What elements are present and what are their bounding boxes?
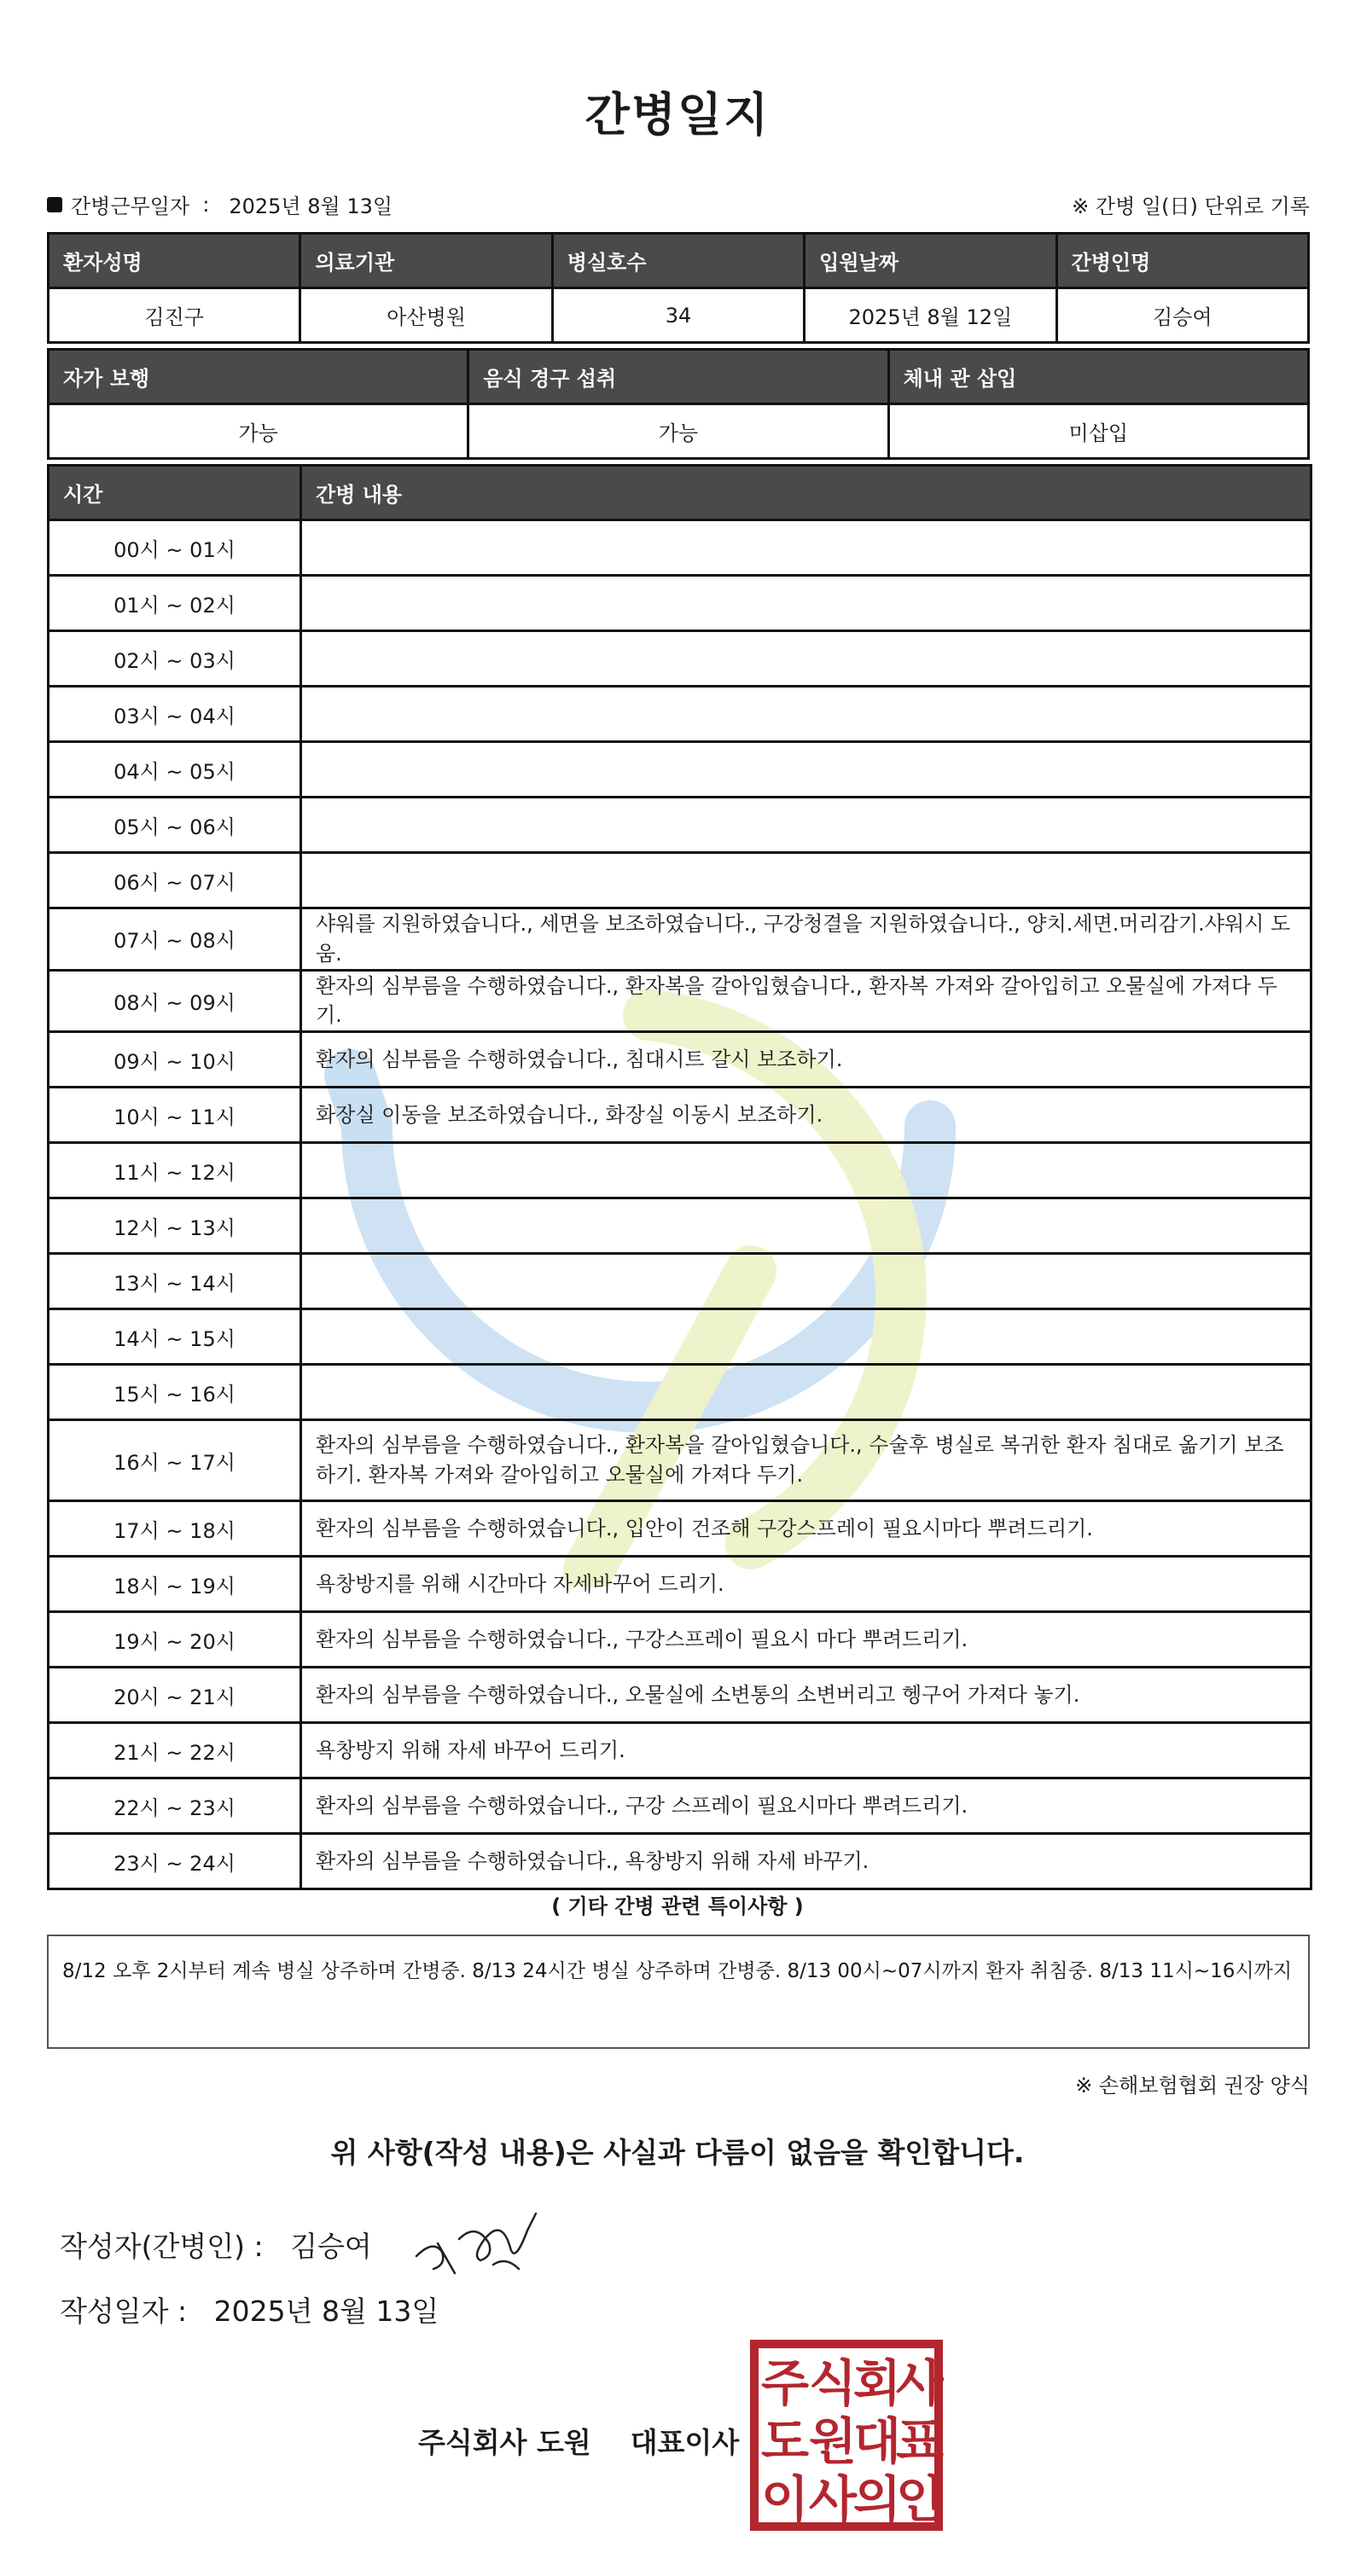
care-log-row: [49, 576, 1311, 631]
written-date-line: [60, 2289, 439, 2329]
care-log-content: [301, 1198, 1311, 1254]
care-log-row: [49, 742, 1311, 798]
svg-text:이: 이: [760, 2470, 810, 2528]
svg-text:식: 식: [808, 2354, 858, 2412]
daily-record-note: ※ 간병 일(日) 단위로 기록: [1072, 194, 1310, 218]
svg-text:주: 주: [760, 2354, 810, 2412]
care-log-content: [301, 1309, 1311, 1365]
care-log-time: 22시 ~ 23시: [49, 1778, 301, 1834]
care-log-content: 환자의 심부름을 수행하였습니다., 침대시트 갈시 보조하기.: [301, 1032, 1311, 1088]
care-log-row: [49, 1365, 1311, 1420]
care-log-header-row: [49, 466, 1311, 520]
writer-line: [60, 2225, 372, 2265]
confirmation-statement: 위 사항(작성 내용)은 사실과 다름이 없음을 확인합니다.: [330, 2136, 1025, 2169]
care-log-time: 18시 ~ 19시: [49, 1557, 301, 1612]
care-log-row: [49, 1723, 1311, 1778]
care-log-time: 17시 ~ 18시: [49, 1501, 301, 1557]
care-log-row: [49, 1198, 1311, 1254]
written-date-label: 작성일자 :: [60, 2295, 188, 2328]
care-log-time: 14시 ~ 15시: [49, 1309, 301, 1365]
care-log-time: 10시 ~ 11시: [49, 1088, 301, 1143]
care-log-content: 환자의 심부름을 수행하였습니다., 환자복을 갈아입혔습니다., 환자복 가져와 갈아입히고 오물실에 가져다 두기.: [301, 970, 1311, 1032]
care-log-row: [49, 798, 1311, 853]
header-admission-date: 입원날짜: [805, 234, 1056, 288]
remarks-text: 8/12 오후 2시부터 계속 병실 상주하며 간병중. 8/13 24시간 병실 상주하며 간병중. 8/13 00시~07시까지 환자 취침중. 8/13 11시~16시까지: [62, 1960, 1293, 1982]
writer-label: 작성자(간병인) :: [60, 2230, 264, 2263]
svg-text:표: 표: [895, 2412, 944, 2470]
care-log-body: [49, 520, 1311, 1889]
care-log-time: 19시 ~ 20시: [49, 1612, 301, 1668]
hospital: 아산병원: [300, 288, 552, 343]
svg-text:회: 회: [852, 2354, 902, 2412]
care-log-time: 11시 ~ 12시: [49, 1143, 301, 1198]
care-log-content: [301, 1365, 1311, 1420]
care-log-content: [301, 576, 1311, 631]
care-log-table: [47, 464, 1312, 1890]
care-log-row: [49, 1420, 1311, 1501]
svg-text:의: 의: [852, 2470, 902, 2528]
care-log-row: [49, 1668, 1311, 1723]
header-care-content: 간병 내용: [301, 466, 1311, 520]
written-date: 2025년 8월 13일: [213, 2295, 439, 2328]
patient-info-header-row: [49, 234, 1309, 288]
care-log-row: [49, 1557, 1311, 1612]
svg-text:인: 인: [895, 2470, 944, 2528]
header-oral-intake: 음식 경구 섭취: [468, 350, 888, 404]
care-log-time: 13시 ~ 14시: [49, 1254, 301, 1309]
remarks-box: [47, 1935, 1310, 2049]
header-tube-insertion: 체내 관 삽입: [888, 350, 1308, 404]
ceo-title: 대표이사: [630, 2426, 740, 2459]
meta-row: [47, 189, 1310, 218]
header-self-walking: 자가 보행: [49, 350, 468, 404]
care-log-row: [49, 1088, 1311, 1143]
handwritten-signature: [408, 2205, 553, 2282]
care-log-time: 09시 ~ 10시: [49, 1032, 301, 1088]
admission-date: 2025년 8월 12일: [805, 288, 1056, 343]
care-log-row: [49, 1032, 1311, 1088]
svg-text:대: 대: [852, 2412, 902, 2470]
care-log-content: 샤워를 지원하였습니다., 세면을 보조하였습니다., 구강청결을 지원하였습니다., 양치.세면.머리감기.샤워시 도움.: [301, 908, 1311, 971]
care-log-time: 02시 ~ 03시: [49, 631, 301, 687]
company-name: 주식회사 도원: [418, 2426, 591, 2459]
form-source-note: ※ 손해보험협회 권장 양식: [1075, 2074, 1310, 2097]
work-date-label: 간병근무일자: [71, 194, 190, 218]
care-log-content: [301, 520, 1311, 576]
care-log-content: 화장실 이동을 보조하였습니다., 화장실 이동시 보조하기.: [301, 1088, 1311, 1143]
care-log-time: 01시 ~ 02시: [49, 576, 301, 631]
header-caregiver-name: 간병인명: [1056, 234, 1308, 288]
care-log-row: [49, 1834, 1311, 1889]
care-log-row: [49, 1612, 1311, 1668]
care-log-row: [49, 1501, 1311, 1557]
care-log-content: 환자의 심부름을 수행하였습니다., 환자복을 갈아입혔습니다., 수술후 병실로 복귀한 환자 침대로 옮기기 보조하기. 환자복 가져와 갈아입히고 오물실에 가져다 두기.: [301, 1420, 1311, 1501]
company-seal: [749, 2339, 944, 2532]
care-log-time: 00시 ~ 01시: [49, 520, 301, 576]
care-log-row: [49, 520, 1311, 576]
care-log-content: 환자의 심부름을 수행하였습니다., 욕창방지 위해 자세 바꾸기.: [301, 1834, 1311, 1889]
patient-info-table: [47, 232, 1310, 344]
care-log-row: [49, 1143, 1311, 1198]
care-log-row: [49, 687, 1311, 742]
care-log-time: 20시 ~ 21시: [49, 1668, 301, 1723]
square-bullet-icon: [47, 197, 62, 212]
header-hospital: 의료기관: [300, 234, 552, 288]
care-log-content: 욕창방지 위해 자세 바꾸어 드리기.: [301, 1723, 1311, 1778]
svg-text:사: 사: [808, 2470, 858, 2528]
care-log-time: 04시 ~ 05시: [49, 742, 301, 798]
work-date-separator: :: [189, 192, 230, 217]
care-log-time: 05시 ~ 06시: [49, 798, 301, 853]
care-log-row: [49, 970, 1311, 1032]
care-log-row: [49, 1254, 1311, 1309]
header-patient-name: 환자성명: [49, 234, 300, 288]
patient-name: 김진구: [49, 288, 300, 343]
care-log-content: 욕창방지를 위해 시간마다 자세바꾸어 드리기.: [301, 1557, 1311, 1612]
care-log-time: 15시 ~ 16시: [49, 1365, 301, 1420]
care-log-time: 08시 ~ 09시: [49, 970, 301, 1032]
caregiver-name: 김승여: [1056, 288, 1308, 343]
care-log-content: [301, 687, 1311, 742]
care-log-time: 07시 ~ 08시: [49, 908, 301, 971]
work-date: 2025년 8월 13일: [229, 194, 393, 218]
care-log-content: 환자의 심부름을 수행하였습니다., 오물실에 소변통의 소변버리고 헹구어 가져다 놓기.: [301, 1668, 1311, 1723]
care-log-content: 환자의 심부름을 수행하였습니다., 구강 스프레이 필요시마다 뿌려드리기.: [301, 1778, 1311, 1834]
tube-insertion: 미삽입: [888, 404, 1308, 459]
header-time: 시간: [49, 466, 301, 520]
care-log-time: 23시 ~ 24시: [49, 1834, 301, 1889]
self-walking: 가능: [49, 404, 468, 459]
abilities-table: [47, 348, 1310, 460]
care-log-content: [301, 853, 1311, 908]
oral-intake: 가능: [468, 404, 888, 459]
care-log-content: 환자의 심부름을 수행하였습니다., 구강스프레이 필요시 마다 뿌려드리기.: [301, 1612, 1311, 1668]
care-log-content: [301, 798, 1311, 853]
care-log-content: [301, 1254, 1311, 1309]
care-log-row: [49, 1309, 1311, 1365]
care-log-time: 03시 ~ 04시: [49, 687, 301, 742]
care-log-time: 12시 ~ 13시: [49, 1198, 301, 1254]
page-title: 간병일지: [584, 88, 771, 142]
svg-text:도: 도: [760, 2412, 810, 2470]
remarks-title: ( 기타 간병 관련 특이사항 ): [551, 1894, 804, 1918]
abilities-value-row: [49, 404, 1309, 459]
care-log-time: 06시 ~ 07시: [49, 853, 301, 908]
work-date-line: [47, 189, 393, 219]
company-line: [418, 2421, 739, 2461]
care-log-row: [49, 1778, 1311, 1834]
svg-text:원: 원: [808, 2412, 858, 2470]
patient-info-value-row: [49, 288, 1309, 343]
writer-name: 김승여: [290, 2230, 372, 2263]
care-log-content: 환자의 심부름을 수행하였습니다., 입안이 건조해 구강스프레이 필요시마다 뿌려드리기.: [301, 1501, 1311, 1557]
abilities-header-row: [49, 350, 1309, 404]
care-log-row: [49, 853, 1311, 908]
care-log-content: [301, 742, 1311, 798]
care-log-time: 21시 ~ 22시: [49, 1723, 301, 1778]
care-log-content: [301, 631, 1311, 687]
svg-text:사: 사: [895, 2354, 944, 2412]
care-log-content: [301, 1143, 1311, 1198]
care-log-row: [49, 908, 1311, 971]
header-room: 병실호수: [552, 234, 804, 288]
care-log-row: [49, 631, 1311, 687]
room-number: 34: [552, 288, 804, 343]
care-log-time: 16시 ~ 17시: [49, 1420, 301, 1501]
